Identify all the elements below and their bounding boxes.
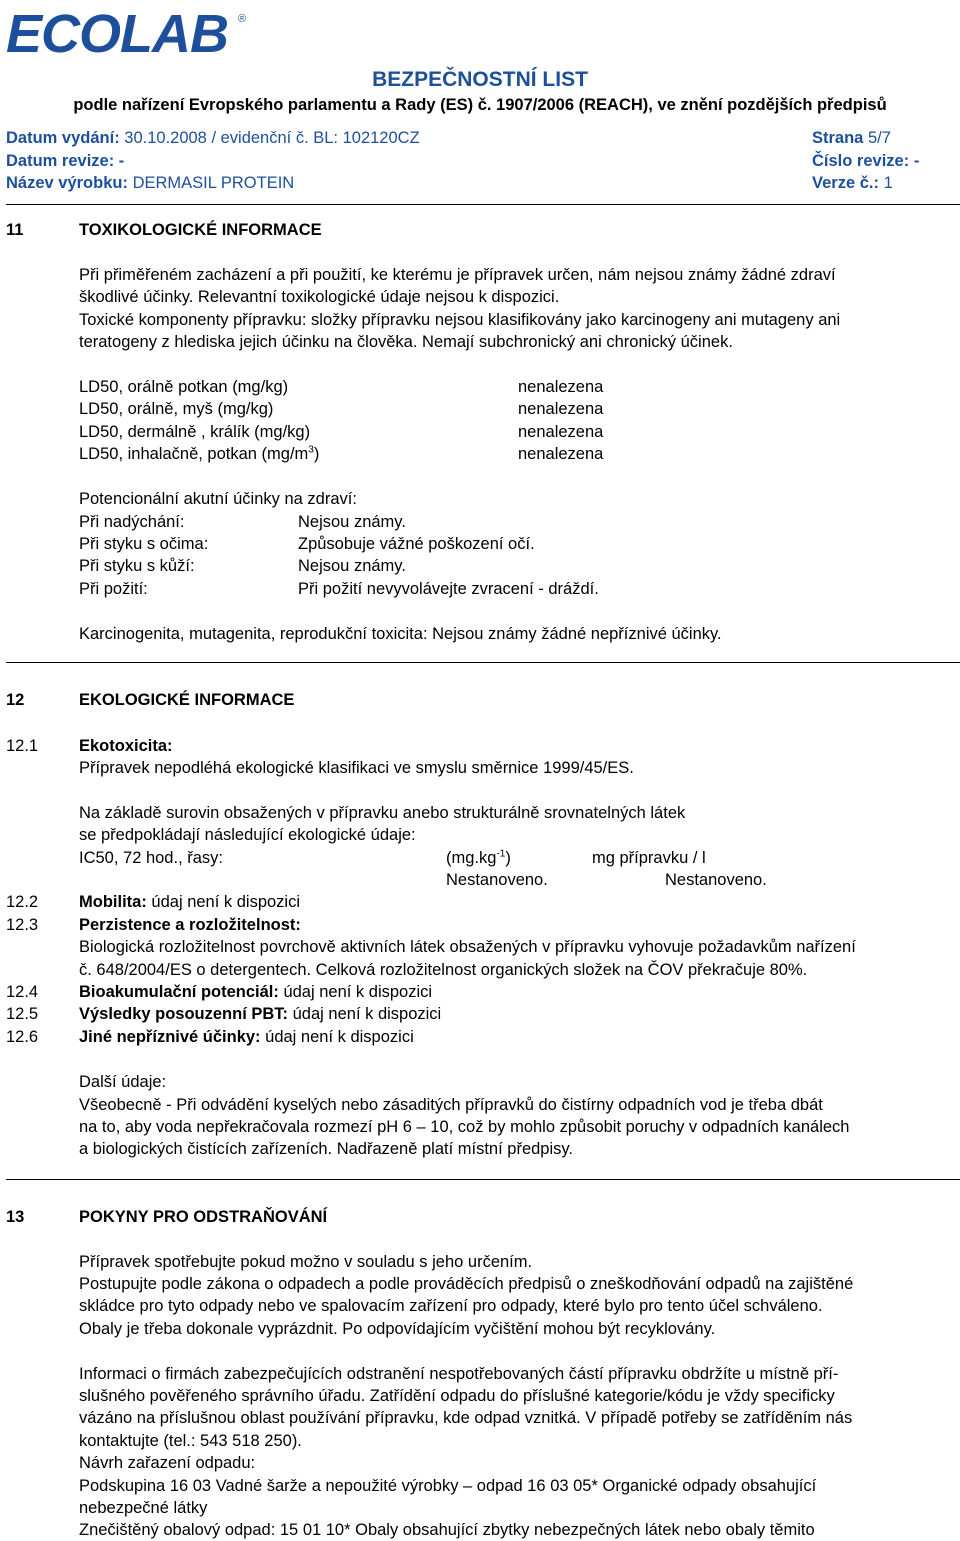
header-divider — [6, 204, 960, 205]
acute-value: Nejsou známy. — [298, 557, 406, 575]
s13-line: Návrh zařazení odpadu: — [79, 1454, 256, 1472]
issue-date-row — [6, 127, 420, 149]
bioaccumulation-title: Bioakumulační potenciál: — [79, 983, 279, 1001]
ld50-value: nenalezena — [518, 378, 604, 396]
page-number-row — [812, 127, 891, 149]
acute-value: Způsobuje vážné poškození očí. — [298, 535, 535, 553]
s13-line: vázáno na příslušnou oblast používání přípravku, kde odpad vznitká. V případě potřeby se zatříděním nás — [79, 1409, 853, 1427]
document-subtitle: podle nařízení Evropského parlamentu a Rady (ES) č. 1907/2006 (REACH), ve znění pozdějších předpisů — [73, 96, 887, 114]
version-row — [812, 172, 893, 194]
ic50-unit-2: mg přípravku / l — [592, 849, 706, 867]
persistence-line: Biologická rozložitelnost povrchově aktivních látek obsažených v přípravku vyhovuje požadavkům nařízení — [79, 938, 856, 956]
acute-label: Při styku s očima: — [79, 535, 209, 553]
revision-value: - — [118, 152, 125, 170]
persistence-title: Perzistence a rozložitelnost: — [79, 916, 301, 934]
mobility-title: Mobilita: — [79, 893, 147, 911]
other-effects-row — [79, 1026, 414, 1048]
ld50-label: LD50, orálně, myš (mg/kg) — [79, 400, 274, 418]
further-info-line: a biologických čistících zařízeních. Nadřazeně platí místní předpisy. — [79, 1140, 574, 1158]
ic50-value-1: Nestanoveno. — [446, 871, 548, 889]
subsection-number: 12.5 — [6, 1005, 39, 1023]
logo-registered-mark: ® — [238, 13, 247, 25]
section-13-number: 13 — [6, 1208, 25, 1226]
basis-line: se předpokládají následující ekologické údaje: — [79, 826, 416, 844]
ecotoxicity-title: Ekotoxicita: — [79, 737, 173, 755]
s13-line: slušného pověřeného správního úřadu. Zatřídění odpadu do příslušné kategorie/kódu je vždy specificky — [79, 1387, 835, 1405]
subsection-number: 12.3 — [6, 916, 39, 934]
s11-para-line: Toxické komponenty přípravku: složky přípravku nejsou klasifikovány jako karcinogeny ani mutageny ani — [79, 311, 841, 329]
ic50-unit-1-text: (mg.kg — [446, 849, 497, 867]
acute-value: Nejsou známy. — [298, 513, 406, 531]
further-info-line: Všeobecně - Při odvádění kyselých nebo zásaditých přípravků do čistírny odpadních vod je třeba dbát — [79, 1096, 823, 1114]
pbt-row — [79, 1003, 441, 1025]
ld50-value: nenalezena — [518, 400, 604, 418]
persistence-line: č. 648/2004/ES o detergentech. Celková rozložitelnost organických složek na ČOV překračuje 80%. — [79, 961, 808, 979]
subsection-number: 12.2 — [6, 893, 39, 911]
subsection-number: 12.1 — [6, 737, 39, 755]
basis-line: Na základě surovin obsažených v přípravku anebo strukturálně srovnatelných látek — [79, 804, 686, 822]
s11-para-line: škodlivé účinky. Relevantní toxikologické údaje nejsou k dispozici. — [79, 288, 560, 306]
subsection-number: 12.4 — [6, 983, 39, 1001]
s13-line: Přípravek spotřebujte pokud možno v souladu s jeho určením. — [79, 1253, 533, 1271]
s13-line: Informaci o firmách zabezpečujících odstranění nespotřebovaných částí přípravku obdržíte u místně pří- — [79, 1365, 839, 1383]
issue-label: Datum vydání: — [6, 129, 120, 147]
s13-line: nebezpečné látky — [79, 1499, 208, 1517]
ld50-inhal-close: ) — [313, 445, 320, 463]
ld50-label: LD50, dermálně , králík (mg/kg) — [79, 423, 311, 441]
acute-label: Při požití: — [79, 580, 148, 598]
section-11-title: TOXIKOLOGICKÉ INFORMACE — [79, 221, 322, 239]
s13-line: kontaktujte (tel.: 543 518 250). — [79, 1432, 302, 1450]
pbt-title: Výsledky posouzenní PBT: — [79, 1005, 289, 1023]
document-title: BEZPEČNOSTNÍ LIST — [372, 68, 588, 91]
acute-label: Při nadýchání: — [79, 513, 185, 531]
product-value: DERMASIL PROTEIN — [132, 174, 295, 192]
ld50-value: nenalezena — [518, 445, 604, 463]
product-label: Název výrobku: — [6, 174, 128, 192]
further-info-line: na to, aby voda nepřekračovala rozmezí pH 6 – 10, což by mohlo způsobit poruchy v odpadních kanálech — [79, 1118, 850, 1136]
carcinogenicity-text: Karcinogenita, mutagenita, reprodukční toxicita: Nejsou známy žádné nepříznivé účinky. — [79, 625, 722, 643]
section-13-title: POKYNY PRO ODSTRAŇOVÁNÍ — [79, 1208, 328, 1226]
s13-line: Postupujte podle zákona o odpadech a podle prováděcích předpisů o zneškodňování odpadů na zajištěné — [79, 1275, 854, 1293]
revno-value: - — [913, 152, 920, 170]
ecolab-logo: ECOLAB — [6, 4, 228, 64]
other-effects-text: údaj není k dispozici — [260, 1028, 414, 1046]
issue-value: 30.10.2008 / evidenční č. BL: 102120CZ — [124, 129, 420, 147]
s11-para-line: Při přiměřeném zacházení a při použití, ke kterému je přípravek určen, nám nejsou známy žádné zdraví — [79, 266, 836, 284]
s13-line: Obaly je třeba dokonale vyprázdnit. Po odpovídajícím vyčištění mohou být recyklovány. — [79, 1320, 716, 1338]
version-label: Verze č.: — [812, 174, 879, 192]
page-label: Strana — [812, 129, 864, 147]
bioaccumulation-text: údaj není k dispozici — [278, 983, 433, 1001]
revision-label: Datum revize: — [6, 152, 115, 170]
acute-effects-title: Potencionální akutní účinky na zdraví: — [79, 490, 357, 508]
revision-number-row — [812, 150, 919, 172]
s13-line: Znečištěný obalový odpad: 15 01 10* Obaly obsahující zbytky nebezpečných látek nebo obaly těmito — [79, 1521, 815, 1539]
s13-line: skládce pro tyto odpady nebo ve spalovacím zařízení pro odpady, které bylo pro tento účel schváleno. — [79, 1297, 823, 1315]
revno-label: Číslo revize: — [812, 152, 910, 170]
bioaccumulation-row — [79, 981, 432, 1003]
ld50-value: nenalezena — [518, 423, 604, 441]
further-info-title: Další údaje: — [79, 1073, 167, 1091]
revision-date-row — [6, 150, 124, 172]
ic50-unit-1-sup: -1 — [496, 848, 506, 860]
ecotoxicity-text: Přípravek nepodléhá ekologické klasifikaci ve smyslu směrnice 1999/45/ES. — [79, 759, 634, 777]
section-12-title: EKOLOGICKÉ INFORMACE — [79, 691, 295, 709]
section-divider — [6, 1179, 960, 1180]
ld50-inhal-sup: 3 — [308, 444, 314, 456]
s13-line: Podskupina 16 03 Vadné šarže a nepoužité výrobky – odpad 16 03 05* Organické odpady obsahující — [79, 1477, 817, 1495]
section-12-number: 12 — [6, 691, 25, 709]
ic50-label: IC50, 72 hod., řasy: — [79, 849, 223, 867]
other-effects-title: Jiné nepříznivé účinky: — [79, 1028, 261, 1046]
product-name-row — [6, 172, 294, 194]
mobility-text: údaj není k dispozici — [146, 893, 301, 911]
section-divider — [6, 662, 960, 663]
version-value: 1 — [883, 174, 893, 192]
subsection-number: 12.6 — [6, 1028, 39, 1046]
ic50-value-2: Nestanoveno. — [665, 871, 767, 889]
s11-para-line: teratogeny z hlediska jejich účinku na člověka. Nemají subchronický ani chronický účinek. — [79, 333, 733, 351]
mobility-row — [79, 891, 300, 913]
acute-label: Při styku s kůží: — [79, 557, 195, 575]
section-11-number: 11 — [6, 221, 24, 239]
page-value: 5/7 — [867, 129, 891, 147]
ic50-unit-1 — [446, 847, 511, 869]
ld50-label: LD50, orálně potkan (mg/kg) — [79, 378, 289, 396]
pbt-text: údaj není k dispozici — [288, 1005, 442, 1023]
ld50-label-inhalation — [79, 443, 319, 465]
ld50-inhal-text: LD50, inhalačně, potkan (mg/m — [79, 445, 309, 463]
acute-value: Při požití nevyvolávejte zvracení - dráždí. — [298, 580, 599, 598]
ic50-unit-1-close: ) — [505, 849, 511, 867]
